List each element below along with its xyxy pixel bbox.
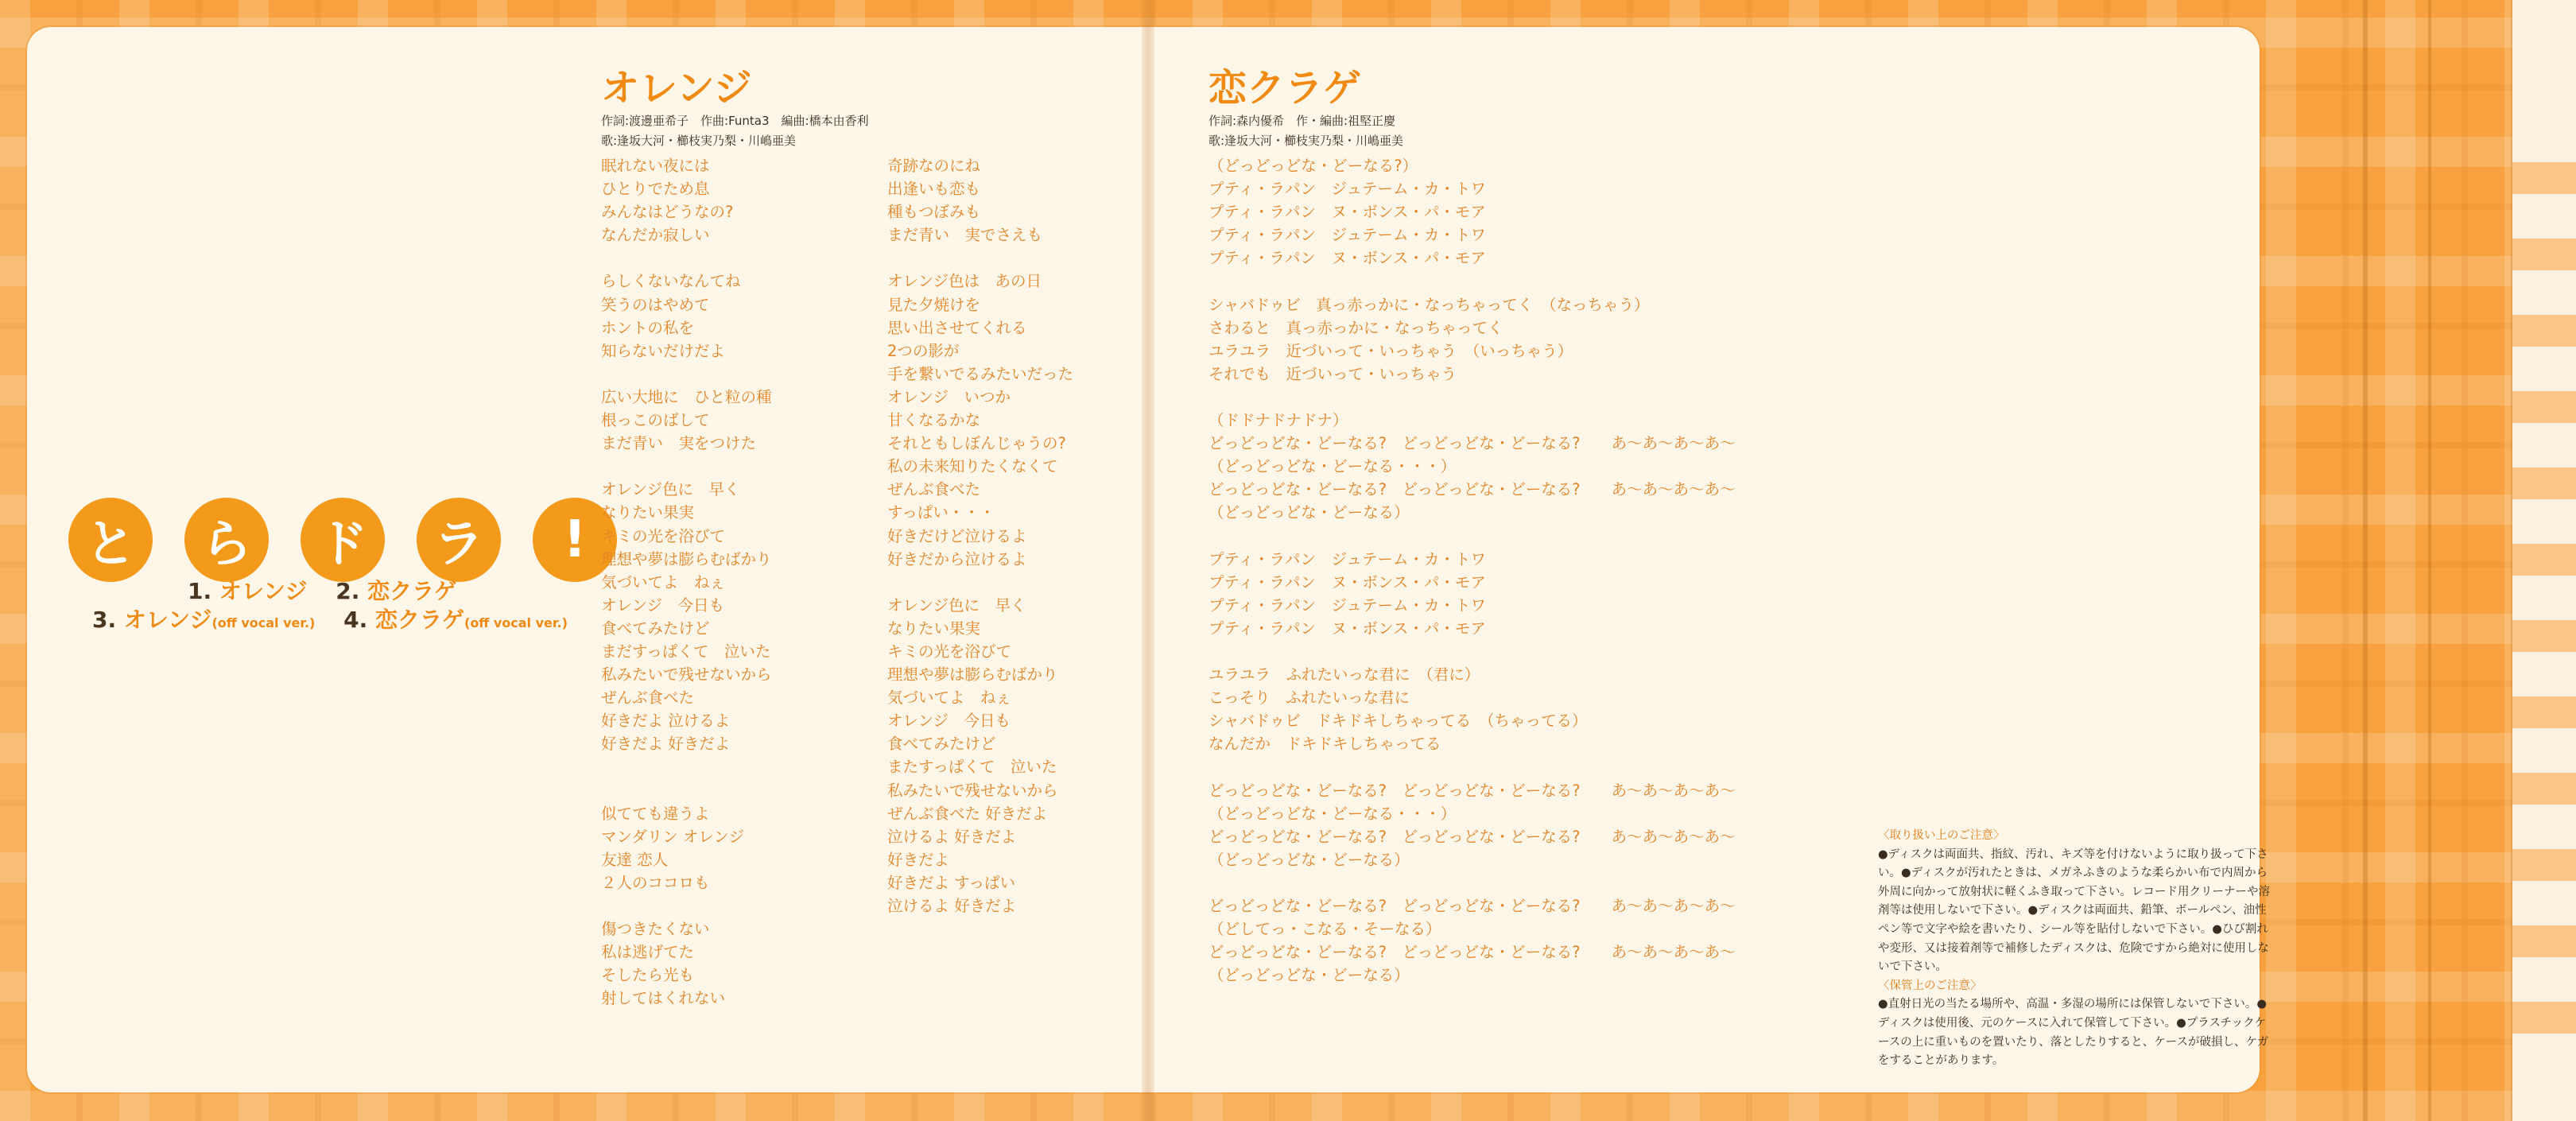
logo-letter: ド bbox=[301, 498, 385, 582]
logo-letter: ! bbox=[533, 498, 617, 582]
notes-body: ●ディスクは両面共、指紋、汚れ、キズ等を付けないように取り扱って下さい。●ディスクが汚れたときは、メガネふきのような柔らかい布で内周から外周に向かって放射状に軽くふき取って下さい。レコード用クリーナーや溶剤等は使用しないで下さい。●ディスクは両面共、鉛筆、ボールペン、油性ペン等で文字や絵を書いたり、シール等を貼付しないで下さい。●ひび割れや変形、又は接着剤等で補修したディスクは、危険ですから絶対に使用しないで下さい。 bbox=[1878, 848, 2270, 974]
tracklist-row bbox=[188, 574, 456, 606]
lyrics-column: 奇跡なのにね 出逢いも恋も 種もつぼみも まだ青い 実でさえも オレンジ色は あの日 見た夕焼けを 思い出させてくれる 2つの影が 手を繋いでるみたいだった オレンジ いつか 甘くなるかな それともしぼんじゃうの? 私の未来知りたくなくて ぜんぶ食べた すっぱい・・・ 好きだけど泣けるよ 好きだから泣けるよ オレンジ色に 早く なりたい果実 キミの光を浴びて 理想や夢は膨らむばかり 気づいてよ ねぇ オレンジ 今日も 食べてみたけど またすっぱくて 泣いた 私みたいで残せないから ぜんぶ食べた 好きだよ 泣けるよ 好きだよ 好きだよ 好きだよ すっぱい 泣けるよ 好きだよ bbox=[887, 157, 1074, 915]
track-number: 4. bbox=[343, 607, 368, 633]
logo-letter: ら bbox=[184, 498, 269, 582]
spine-crease bbox=[2428, 0, 2431, 1121]
lyrics-column: 眠れない夜には ひとりでため息 みんなはどうなの? なんだか寂しい らしくないなんてね 笑うのはやめて ホントの私を 知らないだけだよ 広い大地に ひと粒の種 根っこのばして まだ青い 実をつけた オレンジ色に 早く なりたい果実 キミの光を浴びて 理想や夢は膨らむばかり 気づいてよ ねぇ オレンジ 今日も 食べてみたけど まだすっぱくて 泣いた 私みたいで残せないから ぜんぶ食べた 好きだよ 泣けるよ 好きだよ 好きだよ 似てても違うよ マンダリン オレンジ 友達 恋人 ２人のココロも 傷つきたくない 私は逃げてた そしたら光も 射してはくれない bbox=[601, 157, 772, 1008]
song-credits bbox=[601, 111, 869, 151]
notes-heading: 〈取り扱い上のご注意〉 bbox=[1878, 829, 2005, 842]
song-title: オレンジ bbox=[601, 66, 752, 111]
logo-letter: ラ bbox=[417, 498, 501, 582]
track-title: 恋クラゲ bbox=[374, 607, 464, 633]
credit-line: 作詞:渡邊亜希子 作曲:Funta3 編曲:橋本由香利 bbox=[601, 114, 869, 128]
notes-body: ●直射日光の当たる場所や、高温・多湿の場所には保管しないで下さい。●ディスクは使用後、元のケースに入れて保管して下さい。●プラスチックケースの上に重いものを置いたり、落としたりすると、ケースが破損し、ケガをすることがあります。 bbox=[1878, 998, 2269, 1068]
side-flap-pattern bbox=[2512, 119, 2576, 1034]
credit-line: 作詞:森内優希 作・編曲:祖堅正慶 bbox=[1208, 114, 1396, 128]
track-subtitle: (off vocal ver.) bbox=[464, 615, 568, 630]
credit-line: 歌:逢坂大河・櫛枝実乃梨・川嶋亜美 bbox=[601, 134, 797, 148]
notes-heading: 〈保管上のご注意〉 bbox=[1878, 979, 1982, 992]
track-subtitle: (off vocal ver.) bbox=[211, 615, 316, 630]
track-title: オレンジ bbox=[219, 578, 308, 604]
spine-crease bbox=[2363, 0, 2368, 1121]
track-number: 3. bbox=[92, 607, 117, 633]
track-number: 1. bbox=[188, 578, 212, 604]
song-title: 恋クラゲ bbox=[1208, 66, 1362, 111]
track-title: 恋クラゲ bbox=[367, 578, 457, 604]
track-number: 2. bbox=[336, 578, 360, 604]
track-title: オレンジ bbox=[123, 607, 212, 633]
handling-notes bbox=[1878, 827, 2275, 1071]
center-fold bbox=[1142, 0, 1154, 1121]
lyrics-column: （どっどっどな・どーなる?） プティ・ラパン ジュテーム・カ・トワ プティ・ラパン ヌ・ボンス・パ・モア プティ・ラパン ジュテーム・カ・トワ プティ・ラパン ヌ・ボンス・パ・モア シャバドゥビ 真っ赤っかに・なっちゃってく （なっちゃう） さわると 真っ赤っかに・なっちゃってく ユラユラ 近づいって・いっちゃう （いっちゃう） それでも 近づいって・いっちゃう （ドドナドナドナ） どっどっどな・どーなる? どっどっどな・どーなる? あ〜あ〜あ〜あ〜 （どっどっどな・どーなる・・・） どっどっどな・どーなる? どっどっどな・どーなる? あ〜あ〜あ〜あ〜 （どっどっどな・どーなる） プティ・ラパン ジュテーム・カ・トワ プティ・ラパン ヌ・ボンス・パ・モア プティ・ラパン ジュテーム・カ・トワ プティ・ラパン ヌ・ボンス・パ・モア ユラユラ ふれたいっな君に （君に） こっそり ふれたいっな君に シャバドゥビ ドキドキしちゃってる （ちゃってる） なんだか ドキドキしちゃってる どっどっどな・どーなる? どっどっどな・どーなる? あ〜あ〜あ〜あ〜 （どっどっどな・どーなる・・・） どっどっどな・どーなる? どっどっどな・どーなる? あ〜あ〜あ〜あ〜 （どっどっどな・どーなる） どっどっどな・どーなる? どっどっどな・どーなる? あ〜あ〜あ〜あ〜 （どしてっ・こなる・そーなる） どっどっどな・どーなる? どっどっどな・どーなる? あ〜あ〜あ〜あ〜 （どっどっどな・どーなる） bbox=[1208, 157, 1736, 985]
logo-letter: と bbox=[68, 498, 153, 582]
tracklist-row bbox=[92, 603, 568, 634]
toradora-logo bbox=[68, 498, 617, 582]
song-credits bbox=[1208, 111, 1403, 151]
credit-line: 歌:逢坂大河・櫛枝実乃梨・川嶋亜美 bbox=[1208, 134, 1404, 148]
